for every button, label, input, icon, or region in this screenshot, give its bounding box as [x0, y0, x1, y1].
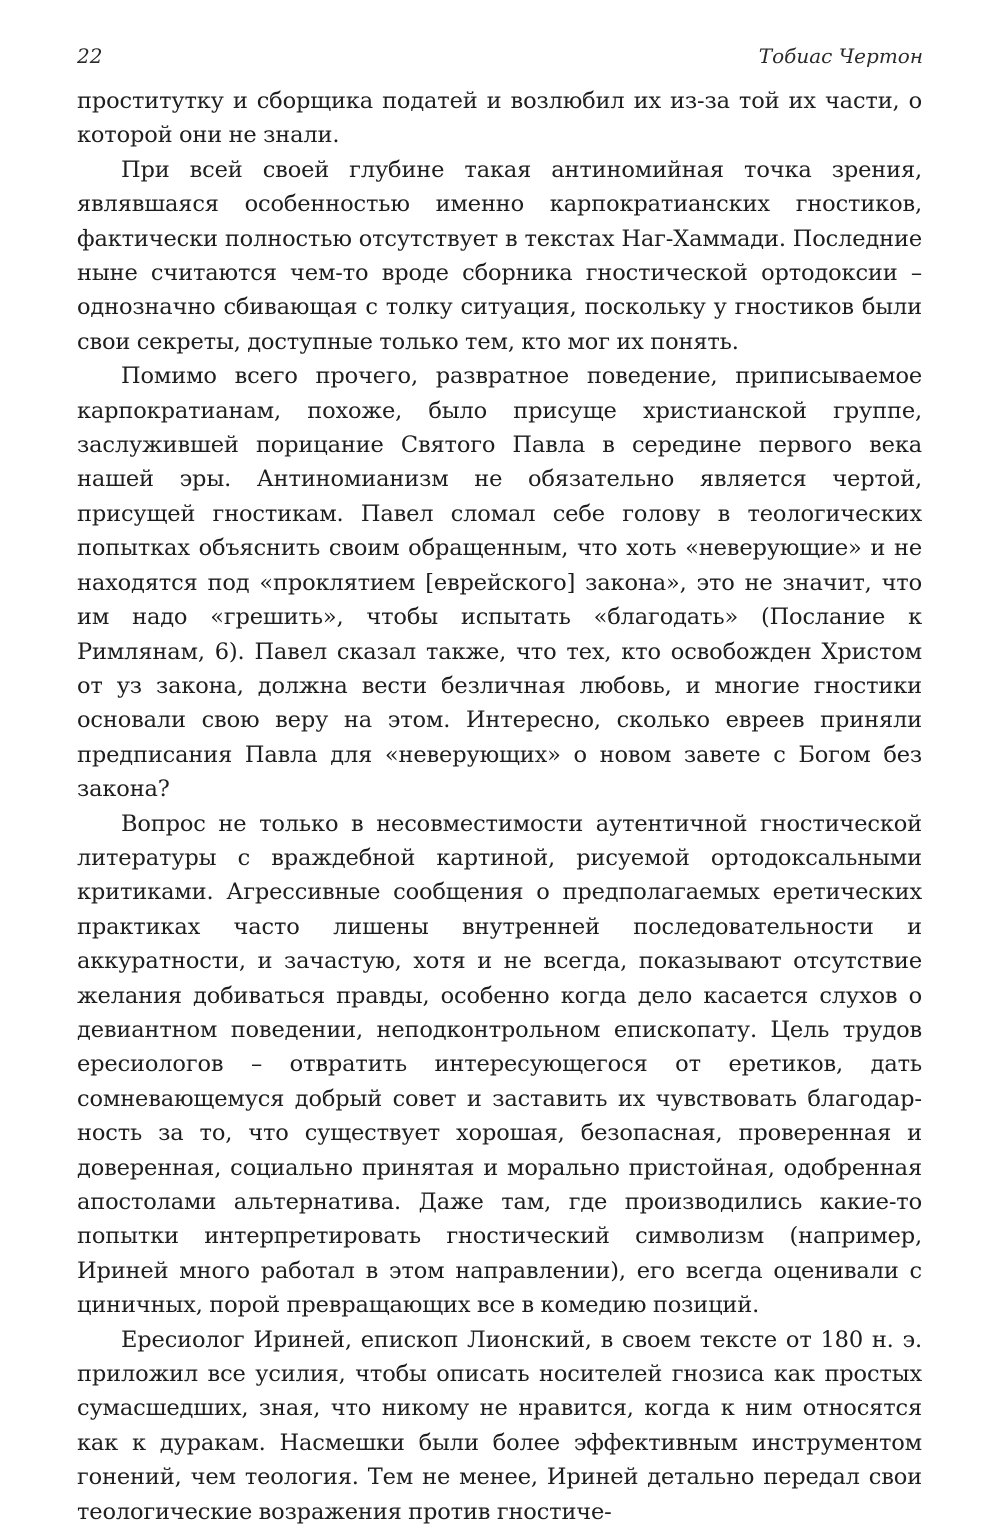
- paragraph: Помимо всего прочего, развратное поведение, приписываемое карпократианам, похоже, было присуще христианской группе, заслужившей порицание Святого Павла в середине первого века нашей эры. Антиномианизм не обязательно является чертой, присущей гностикам. Павел сломал себе голову в теологических попытках объяснить своим обращенным, что хоть «неверующие» и не находятся под «проклятием [еврейского] закона», это не значит, что им надо «грешить», чтобы испытать «благодать» (Послание к Римлянам, 6). Павел сказал также, что тех, кто освобожден Христом от уз закона, должна вести безличная любовь, и многие гностики основали свою веру на этом. Интересно, сколько евреев приняли предписания Павла для «неверующих» о новом завете с Богом без закона?: [77, 363, 922, 803]
- paragraph: Ересиолог Ириней, епископ Лионский, в своем тексте от 180 н. э. приложил все усилия, чтобы описать носителей гнозиса как простых сумасшедших, зная, что никому не нравится, когда к ним относятся как к дуракам. Насмешки были более эффективным инструментом гонений, чем теология. Тем не менее, Ириней детально передал свои теологические возражения против гностиче-: [77, 1326, 922, 1525]
- paragraph: Вопрос не только в несовместимости аутентичной гностической литературы с враждебной картиной, рисуемой ортодоксальными критиками. Агрессивные сообщения о предполагаемых еретических практиках часто лишены внутренней последовательности и аккуратности, и зачастую, хотя и не всегда, показывают отсутствие желания добиваться правды, особенно когда дело касается слухов о девиантном поведении, неподконтрольном епископату. Цель трудов ересиологов – отвратить интересующегося от еретиков, дать сомневающемуся добрый совет и заставить их чувствовать благодарность за то, что существует хорошая, безопасная, проверенная и доверенная, социально принятая и морально пристойная, одобренная апостолами альтернатива. Даже там, где производились какие-то попытки интерпретировать гностический символизм (например, Ириней много работал в этом направлении), его всегда оценивали с циничных, порой превращающих все в комедию позиций.: [77, 810, 922, 1319]
- running-author: Тобиас Чертон: [758, 44, 923, 68]
- page-number: 22: [77, 44, 103, 68]
- paragraph: При всей своей глубине такая антиномийная точка зрения, являвшаяся особенностью именно карпократианских гностиков, фактически полностью отсутствует в текстах Наг-Хаммади. Последние ныне считаются чем-то вроде сборника гностической ортодоксии – однозначно сбивающая с толку ситуация, поскольку у гностиков были свои секреты, доступные только тем, кто мог их понять.: [77, 156, 922, 355]
- running-header: [77, 44, 923, 74]
- paragraph-continued: проститутку и сборщика податей и возлюбил их из-за той их части, о которой они не знали.: [77, 88, 922, 149]
- body-text: [77, 84, 922, 1529]
